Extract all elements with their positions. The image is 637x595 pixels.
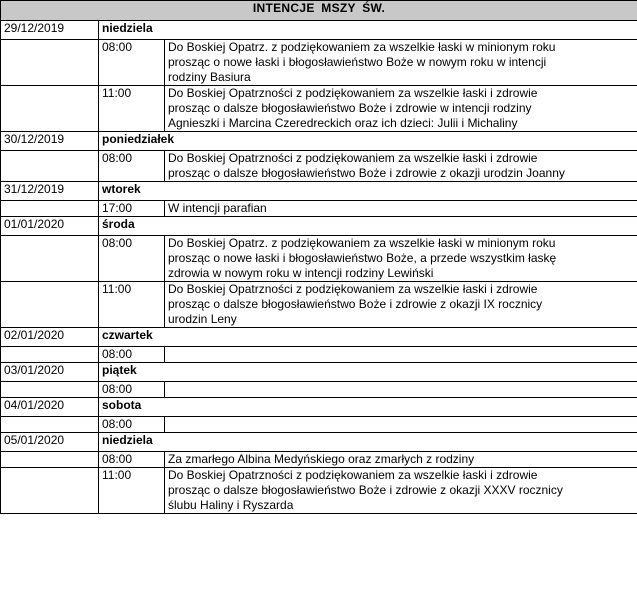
mass-entry-row	[1, 468, 637, 514]
entry-spacer	[1, 201, 99, 217]
day-date: 01/01/2020	[1, 217, 99, 236]
table-body	[1, 1, 637, 514]
mass-time: 08:00	[99, 151, 165, 182]
day-name: piątek	[99, 363, 637, 382]
day-row	[1, 132, 637, 151]
intention-line: prosząc o nowe łaski i błogosławieństwo Boże, a przede wszystkim łaskę	[168, 251, 557, 265]
intention-line: Do Boskiej Opatrzności z podziękowaniem za wszelkie łaski i zdrowie	[168, 151, 538, 165]
mass-entry-row	[1, 86, 637, 132]
mass-intention	[165, 151, 637, 182]
intention-line: prosząc o dalsze błogosławieństwo Boże i zdrowie z okazji urodzin Joanny	[168, 166, 565, 180]
day-date: 05/01/2020	[1, 433, 99, 452]
mass-entry-row	[1, 347, 637, 363]
day-date: 29/12/2019	[1, 21, 99, 40]
mass-time: 08:00	[99, 236, 165, 282]
day-name: sobota	[99, 398, 637, 417]
day-row	[1, 433, 637, 452]
intention-line	[168, 417, 634, 432]
page-title: INTENCJE MSZY ŚW.	[1, 1, 637, 21]
intention-line: Za zmarłego Albina Medyńskiego oraz zmarłych z rodziny	[168, 452, 475, 466]
intention-line: Do Boskiej Opatrzności z podziękowaniem za wszelkie łaski i zdrowie	[168, 282, 538, 296]
mass-entry-row	[1, 201, 637, 217]
intention-line: zdrowia w nowym roku w intencji rodziny Lewiński	[168, 266, 434, 280]
intention-line: W intencji parafian	[168, 201, 267, 215]
entry-spacer	[1, 468, 99, 514]
day-name: środa	[99, 217, 637, 236]
mass-entry-row	[1, 417, 637, 433]
mass-intention	[165, 468, 637, 514]
entry-spacer	[1, 86, 99, 132]
mass-entry-row	[1, 452, 637, 468]
mass-intention	[165, 40, 637, 86]
intention-line	[168, 347, 634, 362]
intention-line: ślubu Haliny i Ryszarda	[168, 498, 294, 512]
mass-intention	[165, 347, 637, 363]
mass-time: 08:00	[99, 347, 165, 363]
day-name: niedziela	[99, 21, 637, 40]
entry-spacer	[1, 236, 99, 282]
mass-time: 11:00	[99, 468, 165, 514]
mass-entry-row	[1, 151, 637, 182]
mass-entry-row	[1, 282, 637, 328]
mass-intention	[165, 417, 637, 433]
day-date: 02/01/2020	[1, 328, 99, 347]
mass-intention	[165, 382, 637, 398]
day-name: niedziela	[99, 433, 637, 452]
intention-line: Agnieszki i Marcina Czeredreckich oraz ich dzieci: Julii i Michaliny	[168, 116, 518, 130]
intention-line: Do Boskiej Opatrzności z podziękowaniem za wszelkie łaski i zdrowie	[168, 468, 538, 482]
entry-spacer	[1, 452, 99, 468]
mass-intention	[165, 282, 637, 328]
day-name: czwartek	[99, 328, 637, 347]
intention-line: prosząc o dalsze błogosławieństwo Boże i zdrowie z okazji XXXV rocznicy	[168, 483, 563, 497]
entry-spacer	[1, 347, 99, 363]
intention-line: prosząc o dalsze błogosławieństwo Boże i zdrowie z okazji IX rocznicy	[168, 297, 543, 311]
mass-intention	[165, 201, 637, 217]
entry-spacer	[1, 151, 99, 182]
mass-time: 11:00	[99, 282, 165, 328]
day-date: 31/12/2019	[1, 182, 99, 201]
day-row	[1, 363, 637, 382]
entry-spacer	[1, 382, 99, 398]
intention-line: rodziny Basiura	[168, 70, 251, 84]
day-name: poniedziałek	[99, 132, 637, 151]
intention-line: prosząc o dalsze błogosławieństwo Boże i zdrowie w intencji rodziny	[168, 101, 532, 115]
mass-time: 08:00	[99, 40, 165, 86]
mass-time: 17:00	[99, 201, 165, 217]
day-date: 30/12/2019	[1, 132, 99, 151]
intention-line: Do Boskiej Opatrz. z podziękowaniem za wszelkie łaski w minionym roku	[168, 236, 556, 250]
intention-line: prosząc o nowe łaski i błogosławieństwo Boże w nowym roku w intencji	[168, 55, 547, 69]
mass-intention	[165, 236, 637, 282]
mass-intention	[165, 452, 637, 468]
mass-time: 08:00	[99, 417, 165, 433]
entry-spacer	[1, 417, 99, 433]
day-name: wtorek	[99, 182, 637, 201]
day-row	[1, 21, 637, 40]
intention-line	[168, 382, 634, 397]
day-row	[1, 217, 637, 236]
day-date: 04/01/2020	[1, 398, 99, 417]
mass-time: 08:00	[99, 382, 165, 398]
title-row	[1, 1, 637, 21]
day-date: 03/01/2020	[1, 363, 99, 382]
mass-entry-row	[1, 382, 637, 398]
entry-spacer	[1, 282, 99, 328]
day-row	[1, 182, 637, 201]
day-row	[1, 328, 637, 347]
mass-time: 08:00	[99, 452, 165, 468]
mass-entry-row	[1, 236, 637, 282]
entry-spacer	[1, 40, 99, 86]
intention-line: urodzin Leny	[168, 312, 237, 326]
mass-time: 11:00	[99, 86, 165, 132]
day-row	[1, 398, 637, 417]
mass-intention	[165, 86, 637, 132]
mass-entry-row	[1, 40, 637, 86]
intention-line: Do Boskiej Opatrzności z podziękowaniem za wszelkie łaski i zdrowie	[168, 86, 538, 100]
intention-line: Do Boskiej Opatrz. z podziękowaniem za wszelkie łaski w minionym roku	[168, 40, 556, 54]
